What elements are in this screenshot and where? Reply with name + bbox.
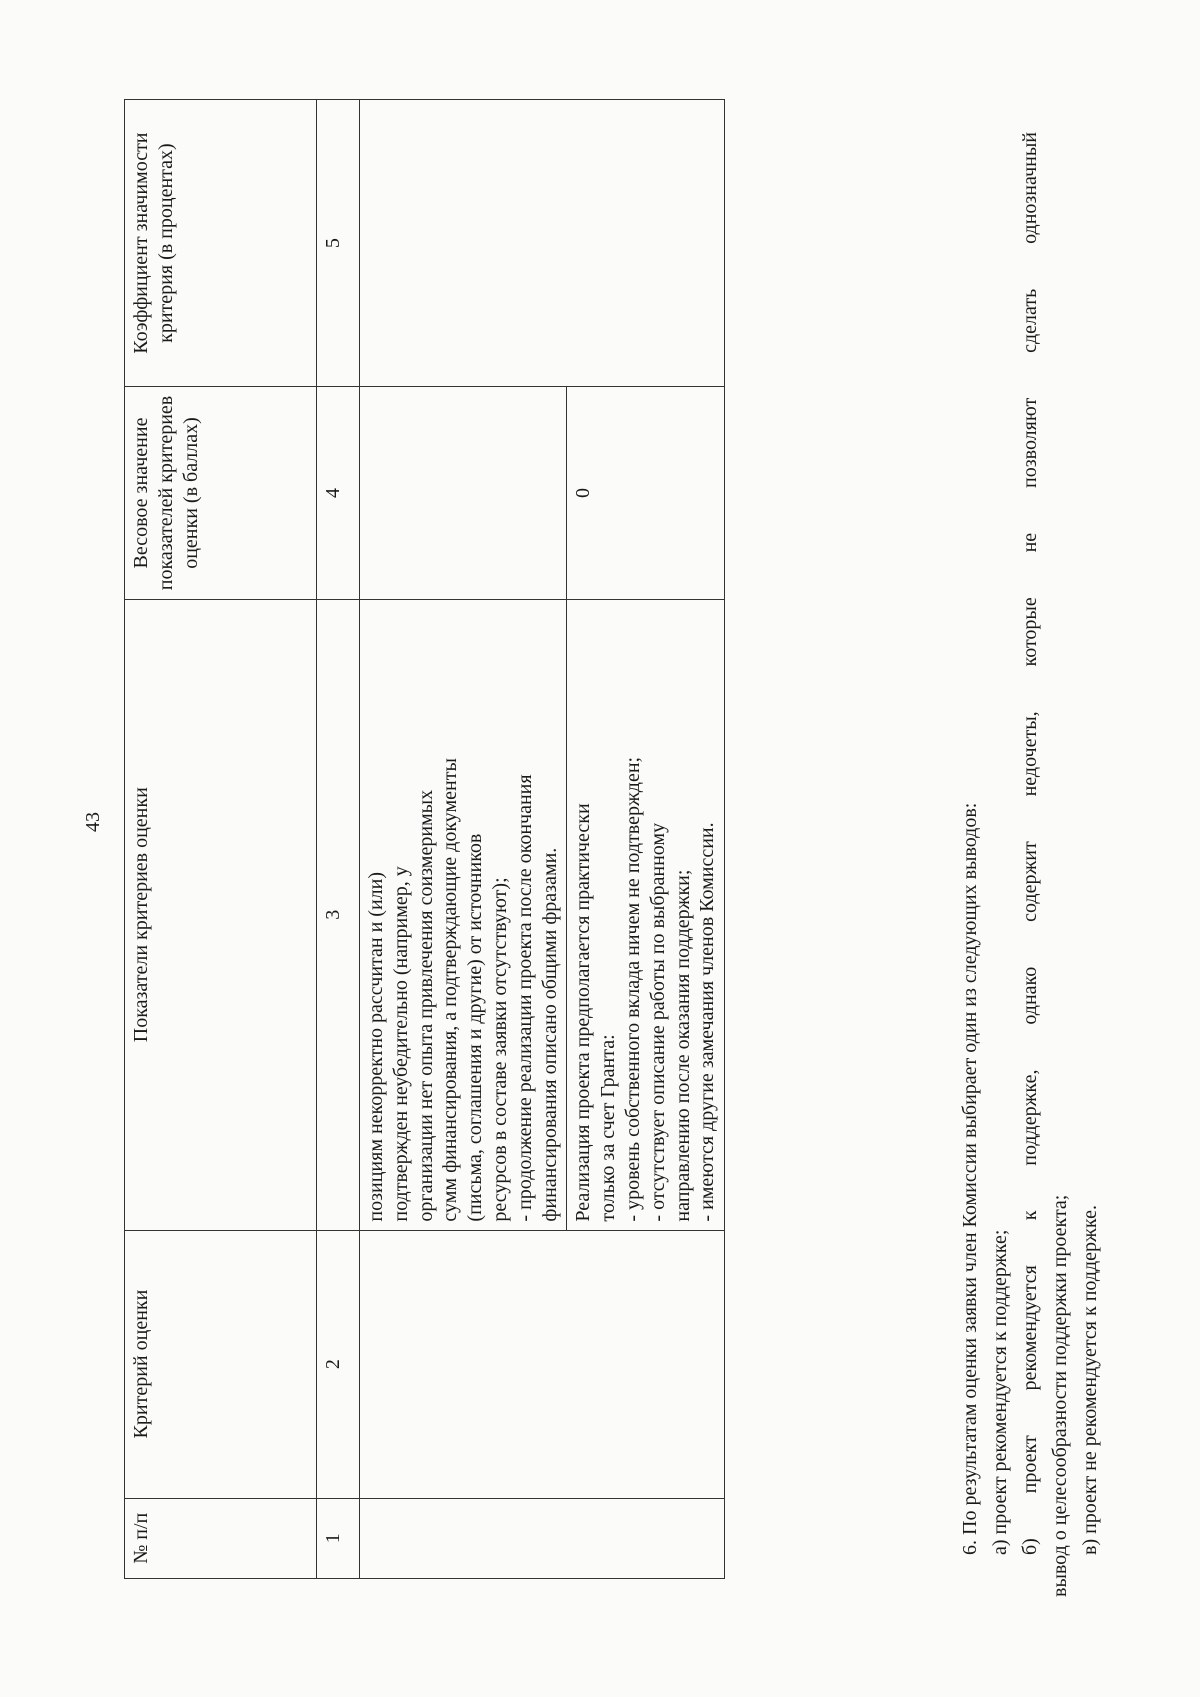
column-number: 3 [317,599,360,1230]
table-header-row [125,100,317,1579]
criteria-table [124,99,725,1579]
column-number: 1 [317,1498,360,1578]
weight-value: 0 [567,387,725,600]
header-coefficient: Коэффициент значимости критерия (в процентах) [125,100,317,387]
column-number: 2 [317,1230,360,1498]
page-number: 43 [82,812,104,832]
column-number-row [317,100,360,1579]
conclusion-section [955,132,1105,1597]
weight-value [360,387,567,600]
table-row [360,100,567,1579]
option-b-continuation: вывод о целесообразности поддержки проекта; [1049,1194,1071,1597]
row-number-cell [360,1498,725,1578]
coefficient-cell [360,100,725,387]
conclusion-intro: 6. По результатам оценки заявки член Комиссии выбирает один из следующих выводов: [959,802,981,1555]
option-a: а) проект рекомендуется к поддержке; [989,1229,1011,1555]
column-number: 4 [317,387,360,600]
header-number: № п/п [125,1498,317,1578]
indicator-text: Реализация проекта предполагается практически только за счет Гранта: - уровень собственного вклада ничем не подтвержден; - отсутствует описание работы по выбранному направлению после оказания поддержки; - имеются другие замечания членов Комиссии. [567,599,725,1230]
option-b: б) проект рекомендуется к поддержке, однако содержит недочеты, которые не позволяют сделать однозначный [1019,132,1041,1555]
header-indicators: Показатели критериев оценки [125,599,317,1230]
option-c: в) проект не рекомендуется к поддержке. [1079,1205,1101,1555]
header-weight: Весовое значение показателей критериев оценки (в баллах) [125,387,317,600]
column-number: 5 [317,100,360,387]
header-criterion: Критерий оценки [125,1230,317,1498]
indicator-text: позициям некорректно рассчитан и (или) подтвержден неубедительно (например, у организации нет опыта привлечения соизмеримых сумм финансирования, а подтверждающие документы (письма, соглашения и другие) от источников ресурсов в составе заявки отсутствуют); - продолжение реализации проекта после окончания финансирования описано общими фразами. [360,599,567,1230]
criterion-cell [360,1230,725,1498]
